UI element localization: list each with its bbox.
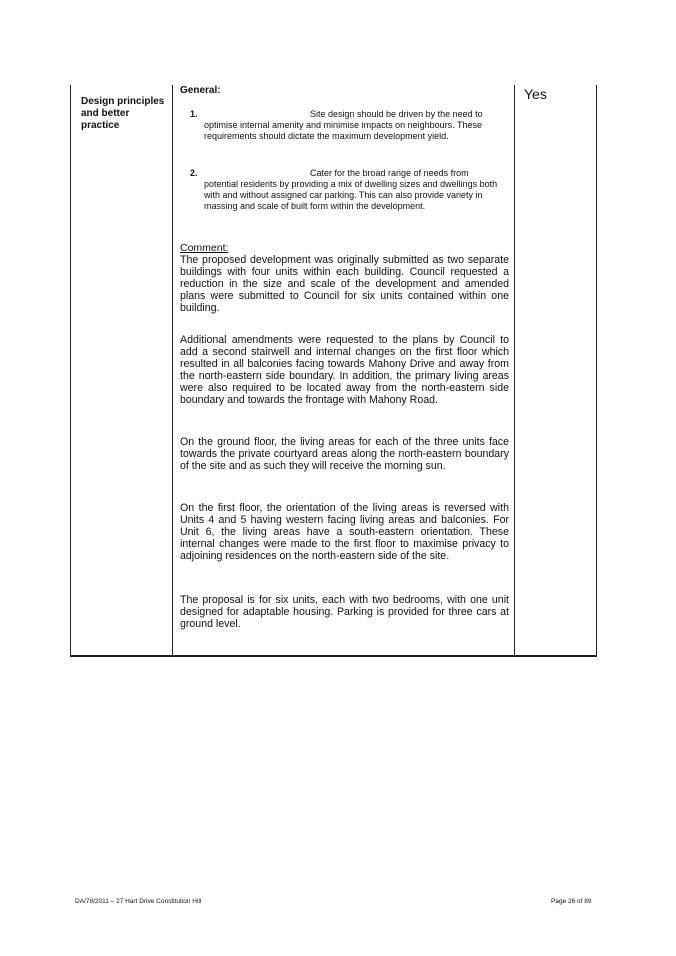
comment-paragraph: Additional amendments were requested to the plans by Council to add a second stairwell and internal changes on the first floor which resulted in all balconies facing towards Mahony Drive and away from the north-eastern side boundary. In addition, the primary living areas were also required to be located away from the north-eastern side boundary and towards the frontage with Mahony Road. xyxy=(180,334,509,406)
comment-heading: Comment: xyxy=(180,242,229,254)
row-label-line: Design principles xyxy=(81,96,165,107)
page-number: Page 26 of 89 xyxy=(551,898,592,905)
row-label-line: and better xyxy=(81,108,130,119)
item-text-first-line: Cater for the broad range of needs from xyxy=(310,168,469,178)
item-text: optimise internal amenity and minimise impacts on neighbours. These requirements should dictate the maximum development yield. xyxy=(204,120,482,141)
compliance-value: Yes xyxy=(524,86,547,102)
item-number: 2. xyxy=(190,168,198,178)
comment-paragraph: The proposed development was originally submitted as two separate buildings with four units within each building. Council requested a reduction in the size and scale of the development and amended plans were submitted to Council for six units contained within one building. xyxy=(180,254,509,314)
footer-reference: DA/78/2011 – 27 Hart Drive Constitution Hill xyxy=(75,898,202,905)
item-number: 1. xyxy=(190,109,198,119)
item-text: potential residents by providing a mix of dwelling sizes and dwellings both with and without assigned car parking. This can also provide variety in massing and scale of built form within the development. xyxy=(204,179,498,211)
row-label-line: practice xyxy=(81,120,120,131)
general-heading: General: xyxy=(180,85,221,96)
comment-paragraph: The proposal is for six units, each with two bedrooms, with one unit designed for adaptable housing. Parking is provided for three cars at ground level. xyxy=(180,594,509,630)
item-text-first-line: Site design should be driven by the need to xyxy=(310,109,483,119)
row-label xyxy=(81,96,171,132)
assessment-table xyxy=(70,85,597,657)
column-divider xyxy=(514,85,515,655)
comment-paragraph: On the ground floor, the living areas for each of the three units face towards the private courtyard areas along the north-eastern boundary of the site and as such they will receive the morning sun. xyxy=(180,436,509,472)
column-divider xyxy=(172,85,173,655)
comment-paragraph: On the first floor, the orientation of the living areas is reversed with Units 4 and 5 having western facing living areas and balconies. For Unit 6, the living areas have a south-eastern orientation. These internal changes were made to the first floor to maximise privacy to adjoining residences on the north-eastern side of the site. xyxy=(180,502,509,562)
